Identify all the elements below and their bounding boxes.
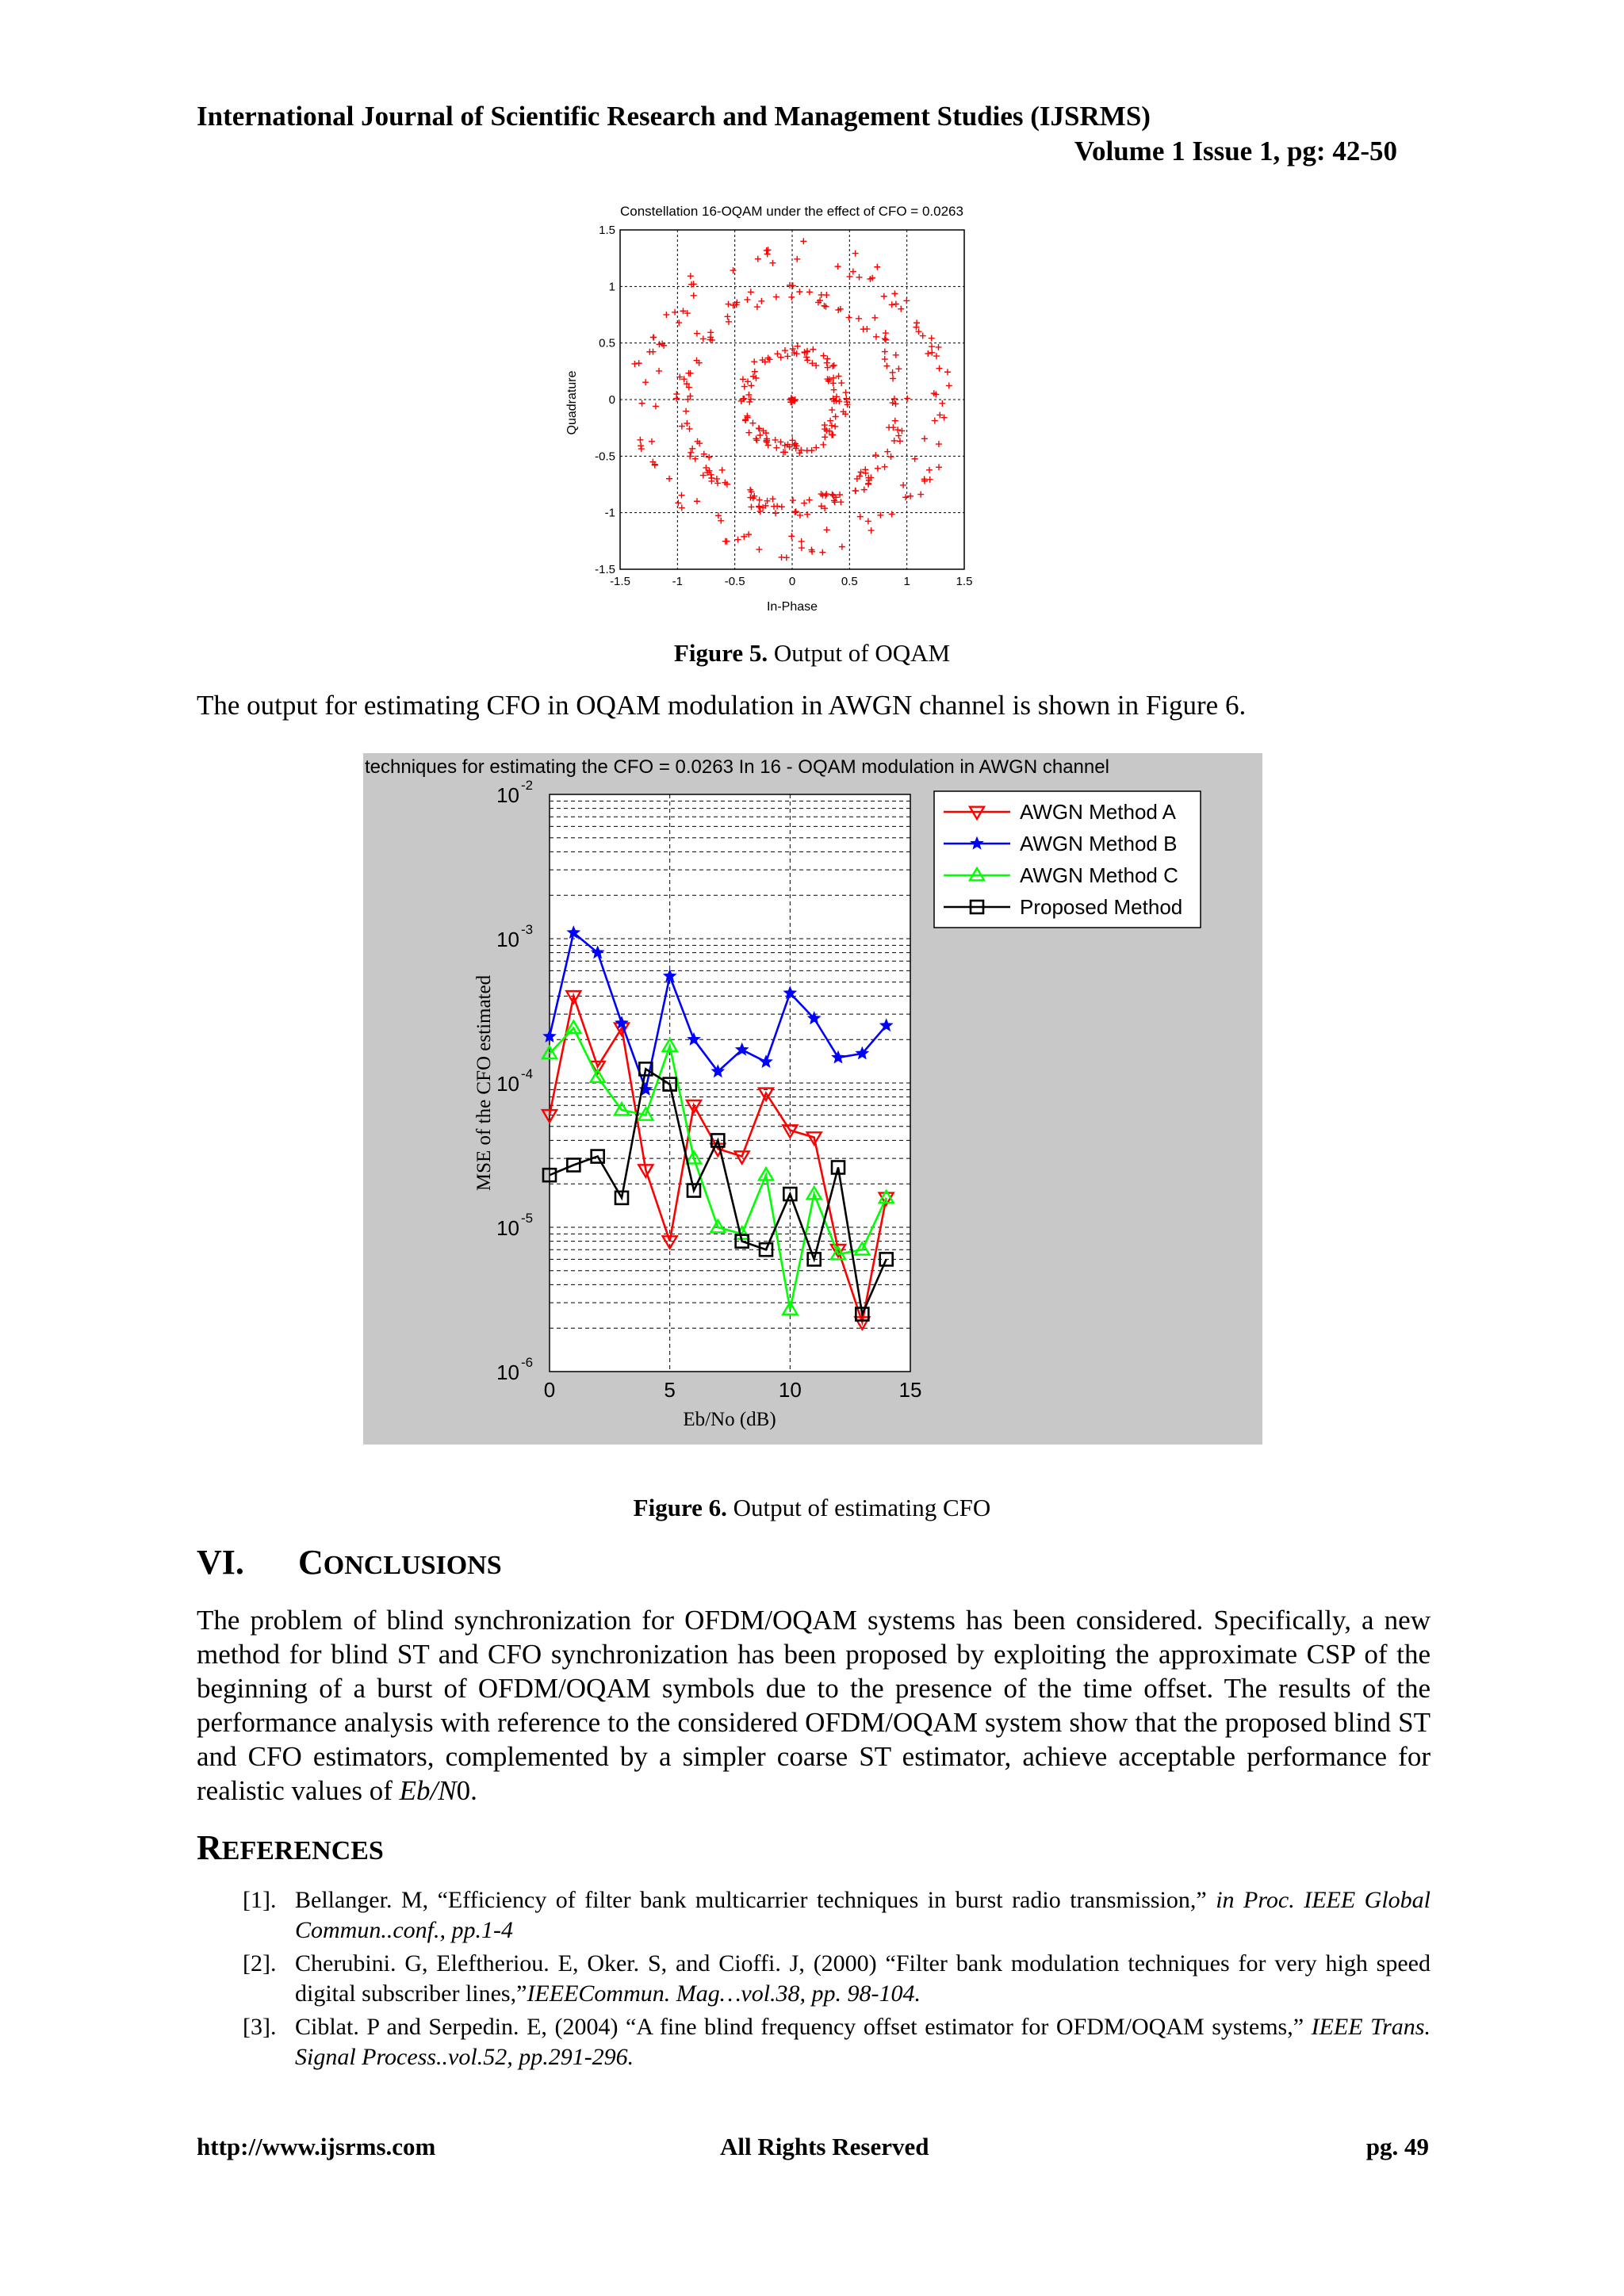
figure-6-cfo-plot	[363, 753, 1262, 1445]
fig6-ytick-exponent: -2	[521, 778, 534, 793]
fig5-ytick-label: 1	[608, 280, 615, 294]
reference-number: [1].	[243, 1887, 277, 1913]
reference-text: Bellanger. M, “Efficiency of filter bank multicarrier techniques in burst radio transmission,”	[295, 1887, 1216, 1913]
reference-list	[243, 1885, 1431, 2072]
fig5-ytick-label: -1.5	[595, 563, 615, 576]
conclusions-italic: Eb/N	[399, 1775, 457, 1806]
section-title-rest: ONCLUSIONS	[323, 1551, 502, 1580]
fig5-ytick-label: -1	[604, 506, 615, 520]
reference-item	[243, 1885, 1431, 1946]
fig6-xtick-label: 15	[898, 1378, 922, 1402]
legend-label: AWGN Method A	[1020, 800, 1176, 824]
fig6-title: techniques for estimating the CFO = 0.0263 In 16 - OQAM modulation in AWGN channel	[365, 756, 1109, 778]
reference-source: IEEE Trans. Signal Process..vol.52, pp.291-296.	[295, 2014, 1431, 2070]
figure-6-caption	[0, 1494, 1624, 1522]
conclusions-paragraph	[197, 1603, 1431, 1808]
fig5-ytick-label: 0	[608, 393, 615, 407]
figure-6-intro-paragraph: The output for estimating CFO in OQAM modulation in AWGN channel is shown in Figure 6.	[197, 690, 1247, 721]
reference-source: IEEECommun. Mag…vol.38, pp. 98-104.	[527, 1980, 921, 2007]
fig6-ytick-exponent: -6	[521, 1355, 534, 1370]
section-title-initial: C	[298, 1543, 324, 1582]
footer-rights: All Rights Reserved	[720, 2133, 929, 2160]
footer-page-number: pg. 49	[1365, 2133, 1429, 2160]
fig5-ytick-label: 0.5	[599, 336, 615, 350]
reference-text: Ciblat. P and Serpedin. E, (2004) “A fine blind frequency offset estimator for OFDM/OQAM systems,”	[295, 2014, 1312, 2040]
fig6-ytick-label: 10	[496, 1072, 519, 1096]
figure-6-label: Figure 6.	[633, 1494, 727, 1521]
fig6-xtick-label: 10	[778, 1378, 802, 1402]
reference-item	[243, 1949, 1431, 2009]
reference-text: Cherubini. G, Eleftheriou. E, Oker. S, and Cioffi. J, (2000) “Filter bank modulation techniques for very high speed digital subscriber lines,”	[295, 1950, 1431, 2007]
figure-6-text: Output of estimating CFO	[726, 1494, 991, 1521]
fig6-ytick-label: 10	[496, 783, 519, 807]
footer-url[interactable]: http://www.ijsrms.com	[197, 2133, 436, 2160]
fig6-ytick-label: 10	[496, 928, 519, 951]
conclusions-heading	[197, 1542, 502, 1582]
fig6-xlabel: Eb/No (dB)	[683, 1409, 776, 1430]
section-number: VI.	[197, 1543, 244, 1582]
fig5-xtick-label: 1.5	[956, 575, 973, 588]
legend-label: Proposed Method	[1020, 895, 1183, 919]
figure-5-caption	[0, 639, 1624, 668]
references-title-initial: R	[197, 1828, 222, 1867]
fig5-ylabel: Quadrature	[565, 370, 579, 435]
reference-number: [3].	[243, 2014, 277, 2040]
fig5-ytick-label: -0.5	[595, 450, 615, 464]
journal-title: International Journal of Scientific Research and Management Studies (IJSRMS)	[197, 101, 1151, 132]
fig5-ytick-label: 1.5	[599, 224, 615, 237]
fig5-xtick-label: 0.5	[841, 575, 858, 588]
figure-5-constellation-plot	[555, 198, 999, 618]
fig6-ytick-exponent: -3	[521, 922, 534, 937]
reference-item	[243, 2012, 1431, 2072]
fig6-ylabel: MSE of the CFO estimated	[473, 974, 495, 1192]
fig5-xtick-label: -1.5	[610, 575, 630, 588]
fig6-ytick-label: 10	[496, 1360, 519, 1384]
references-title-rest: EFERENCES	[221, 1836, 384, 1866]
fig6-xtick-label: 5	[664, 1378, 676, 1402]
fig5-xtick-label: 1	[903, 575, 910, 588]
fig6-ytick-exponent: -4	[521, 1066, 534, 1081]
fig5-title: Constellation 16-OQAM under the effect of CFO = 0.0263	[620, 204, 963, 219]
reference-number: [2].	[243, 1950, 277, 1976]
fig6-xtick-label: 0	[543, 1378, 556, 1402]
reference-source: in Proc. IEEE Global Commun..conf., pp.1-4	[295, 1887, 1431, 1943]
fig6-legend	[934, 791, 1201, 928]
legend-label: AWGN Method C	[1020, 863, 1178, 887]
legend-label: AWGN Method B	[1020, 832, 1178, 855]
references-heading	[197, 1827, 384, 1868]
figure-5-label: Figure 5.	[673, 639, 768, 667]
fig5-xlabel: In-Phase	[766, 600, 818, 614]
volume-info: Volume 1 Issue 1, pg: 42-50	[1074, 136, 1397, 166]
fig6-ytick-exponent: -5	[521, 1211, 534, 1226]
figure-5-text: Output of OQAM	[768, 639, 951, 667]
conclusions-text: The problem of blind synchronization for OFDM/OQAM systems has been considered. Specifically, a new method for blind ST and CFO synchronization has been proposed by exploiting the approximate CSP of the beginning of a burst of OFDM/OQAM symbols due to the presence of the time offset. The results of the performance analysis with reference to the considered OFDM/OQAM system show that the proposed blind ST and CFO estimators, complemented by a simpler coarse ST estimator, achieve acceptable performance for realistic values of	[197, 1605, 1431, 1806]
fig5-xtick-label: 0	[788, 575, 796, 588]
fig5-xtick-label: -0.5	[724, 575, 745, 588]
conclusions-text-end: 0.	[456, 1775, 477, 1806]
fig6-ytick-label: 10	[496, 1216, 519, 1240]
fig5-xtick-label: -1	[672, 575, 684, 588]
